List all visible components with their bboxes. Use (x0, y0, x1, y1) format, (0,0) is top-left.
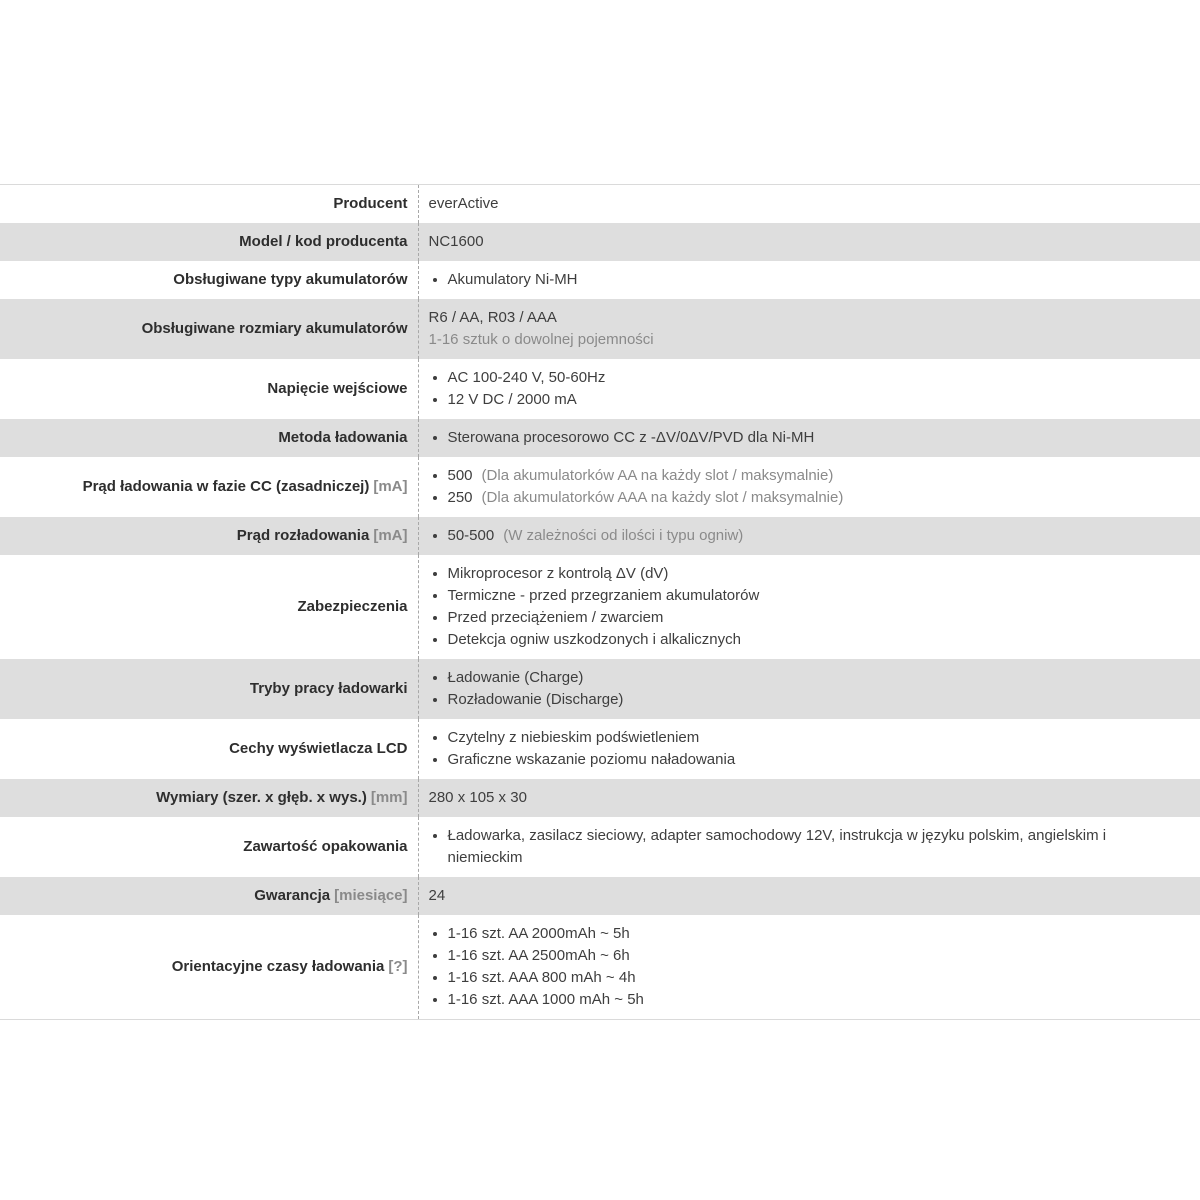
spec-value-text: 24 (428, 887, 446, 904)
spec-row (0, 359, 1200, 419)
spec-value-cell (418, 915, 1200, 1020)
spec-row (0, 779, 1200, 817)
spec-value-item (448, 945, 1166, 967)
spec-label: Orientacyjne czasy ładowania (171, 958, 385, 975)
spec-value-item (448, 607, 1166, 629)
spec-value-text: 500 (447, 467, 473, 484)
spec-value-item (448, 563, 1166, 585)
spec-label-cell (0, 419, 418, 457)
spec-label: Zawartość opakowania (243, 838, 408, 855)
spec-label-cell (0, 877, 418, 915)
spec-label: Wymiary (szer. x głęb. x wys.) (156, 789, 367, 806)
spec-value-item (448, 465, 1166, 487)
spec-label: Obsługiwane typy akumulatorów (173, 271, 408, 288)
spec-value-cell (418, 779, 1200, 817)
spec-row (0, 261, 1200, 299)
spec-label: Prąd ładowania w fazie CC (zasadniczej) (82, 478, 370, 495)
spec-value-cell (418, 185, 1200, 224)
spec-value-item (448, 367, 1166, 389)
spec-label-cell (0, 185, 418, 224)
spec-value-cell (418, 299, 1200, 359)
spec-value-text: 1-16 szt. AA 2500mAh ~ 6h (447, 947, 630, 964)
spec-value-item (448, 585, 1166, 607)
spec-value-item (448, 389, 1166, 411)
spec-value-cell (418, 555, 1200, 659)
spec-value-item (448, 427, 1166, 449)
spec-value-text: Rozładowanie (Discharge) (447, 691, 624, 708)
spec-value-text: 250 (447, 489, 473, 506)
spec-label: Model / kod producenta (239, 233, 408, 250)
spec-value-text: R6 / AA, R03 / AAA (428, 309, 557, 326)
spec-value-list (429, 825, 1166, 869)
spec-value-cell (418, 261, 1200, 299)
spec-value-text: 280 x 105 x 30 (428, 789, 527, 806)
spec-value-list (429, 727, 1166, 771)
spec-row (0, 457, 1200, 517)
spec-value-item (448, 749, 1166, 771)
spec-value-cell (418, 359, 1200, 419)
spec-value-note: (W zależności od ilości i typu ogniw) (503, 527, 744, 544)
spec-label-cell (0, 359, 418, 419)
spec-value-item (448, 487, 1166, 509)
spec-value-text: 1-16 szt. AAA 800 mAh ~ 4h (447, 969, 636, 986)
spec-label-unit: [miesiące] (334, 887, 408, 904)
spec-table-body (0, 185, 1200, 1020)
spec-label: Prąd rozładowania (236, 527, 370, 544)
spec-value-cell (418, 817, 1200, 877)
spec-value-line (429, 787, 1166, 809)
spec-label-cell (0, 517, 418, 555)
spec-value-text: 12 V DC / 2000 mA (447, 391, 577, 408)
spec-value-text: Czytelny z niebieskim podświetleniem (447, 729, 700, 746)
spec-label-cell (0, 817, 418, 877)
spec-value-item (448, 689, 1166, 711)
spec-value-item (448, 727, 1166, 749)
spec-label-cell (0, 457, 418, 517)
spec-value-item (448, 269, 1166, 291)
spec-value-list (429, 525, 1166, 547)
spec-value-item (448, 989, 1166, 1011)
spec-value-item (448, 825, 1166, 869)
spec-label: Napięcie wejściowe (267, 380, 408, 397)
spec-label-cell (0, 555, 418, 659)
spec-label-cell (0, 261, 418, 299)
spec-row (0, 817, 1200, 877)
spec-value-list (429, 427, 1166, 449)
spec-value-text: Ładowanie (Charge) (447, 669, 584, 686)
spec-label-cell (0, 299, 418, 359)
spec-label: Cechy wyświetlacza LCD (229, 740, 408, 757)
spec-value-item (448, 667, 1166, 689)
spec-value-list (429, 269, 1166, 291)
spec-value-list (429, 465, 1166, 509)
spec-value-text: Mikroprocesor z kontrolą ΔV (dV) (447, 565, 669, 582)
spec-value-line (429, 231, 1166, 253)
spec-label: Gwarancja (254, 887, 331, 904)
spec-value-list (429, 367, 1166, 411)
spec-value-item (448, 629, 1166, 651)
spec-value-cell (418, 223, 1200, 261)
spec-row (0, 185, 1200, 224)
spec-value-cell (418, 877, 1200, 915)
spec-label: Zabezpieczenia (297, 598, 408, 615)
spec-row (0, 555, 1200, 659)
spec-value-line (429, 329, 1166, 351)
spec-label-cell (0, 223, 418, 261)
spec-value-item (448, 923, 1166, 945)
spec-value-cell (418, 517, 1200, 555)
spec-row (0, 419, 1200, 457)
spec-value-text: Przed przeciążeniem / zwarciem (447, 609, 664, 626)
spec-label-cell (0, 719, 418, 779)
spec-value-text: Detekcja ogniw uszkodzonych i alkalicznych (447, 631, 741, 648)
spec-value-text: Sterowana procesorowo CC z -ΔV/0ΔV/PVD dla Ni-MH (447, 429, 815, 446)
spec-label-cell (0, 659, 418, 719)
spec-value-list (429, 563, 1166, 651)
spec-value-text: Ładowarka, zasilacz sieciowy, adapter samochodowy 12V, instrukcja w języku polskim, angielskim i niemieckim (447, 827, 1107, 866)
spec-label-unit: [mA] (373, 527, 408, 544)
spec-label-unit: [mm] (370, 789, 408, 806)
spec-value-text: 50-500 (447, 527, 495, 544)
spec-label-unit: [mA] (373, 478, 408, 495)
spec-value-note: (Dla akumulatorków AAA na każdy slot / maksymalnie) (481, 489, 844, 506)
spec-row (0, 659, 1200, 719)
spec-label-cell (0, 915, 418, 1020)
product-spec-table (0, 184, 1200, 1020)
spec-label-cell (0, 779, 418, 817)
spec-value-text: 1-16 szt. AA 2000mAh ~ 5h (447, 925, 630, 942)
spec-value-item (448, 967, 1166, 989)
spec-row (0, 517, 1200, 555)
spec-value-item (448, 525, 1166, 547)
spec-row (0, 915, 1200, 1020)
spec-row (0, 223, 1200, 261)
spec-value-text: Termiczne - przed przegrzaniem akumulatorów (447, 587, 760, 604)
spec-label: Producent (333, 195, 408, 212)
spec-value-cell (418, 457, 1200, 517)
spec-label: Metoda ładowania (278, 429, 408, 446)
spec-row (0, 719, 1200, 779)
spec-value-note: (Dla akumulatorków AA na każdy slot / maksymalnie) (481, 467, 834, 484)
spec-value-cell (418, 419, 1200, 457)
spec-value-text: everActive (428, 195, 499, 212)
spec-value-text: AC 100-240 V, 50-60Hz (447, 369, 606, 386)
spec-value-list (429, 667, 1166, 711)
spec-value-text: Graficzne wskazanie poziomu naładowania (447, 751, 736, 768)
spec-value-list (429, 923, 1166, 1011)
spec-value-line (429, 885, 1166, 907)
spec-row (0, 299, 1200, 359)
spec-row (0, 877, 1200, 915)
spec-value-text: 1-16 szt. AAA 1000 mAh ~ 5h (447, 991, 644, 1008)
spec-label: Tryby pracy ładowarki (249, 680, 408, 697)
help-hint[interactable]: [?] (388, 958, 408, 975)
spec-value-text: Akumulatory Ni-MH (447, 271, 578, 288)
spec-value-cell (418, 659, 1200, 719)
spec-value-cell (418, 719, 1200, 779)
spec-value-line (429, 307, 1166, 329)
spec-label: Obsługiwane rozmiary akumulatorów (141, 320, 408, 337)
spec-value-text: NC1600 (428, 233, 484, 250)
spec-value-text: 1-16 sztuk o dowolnej pojemności (428, 331, 654, 348)
spec-value-line (429, 193, 1166, 215)
